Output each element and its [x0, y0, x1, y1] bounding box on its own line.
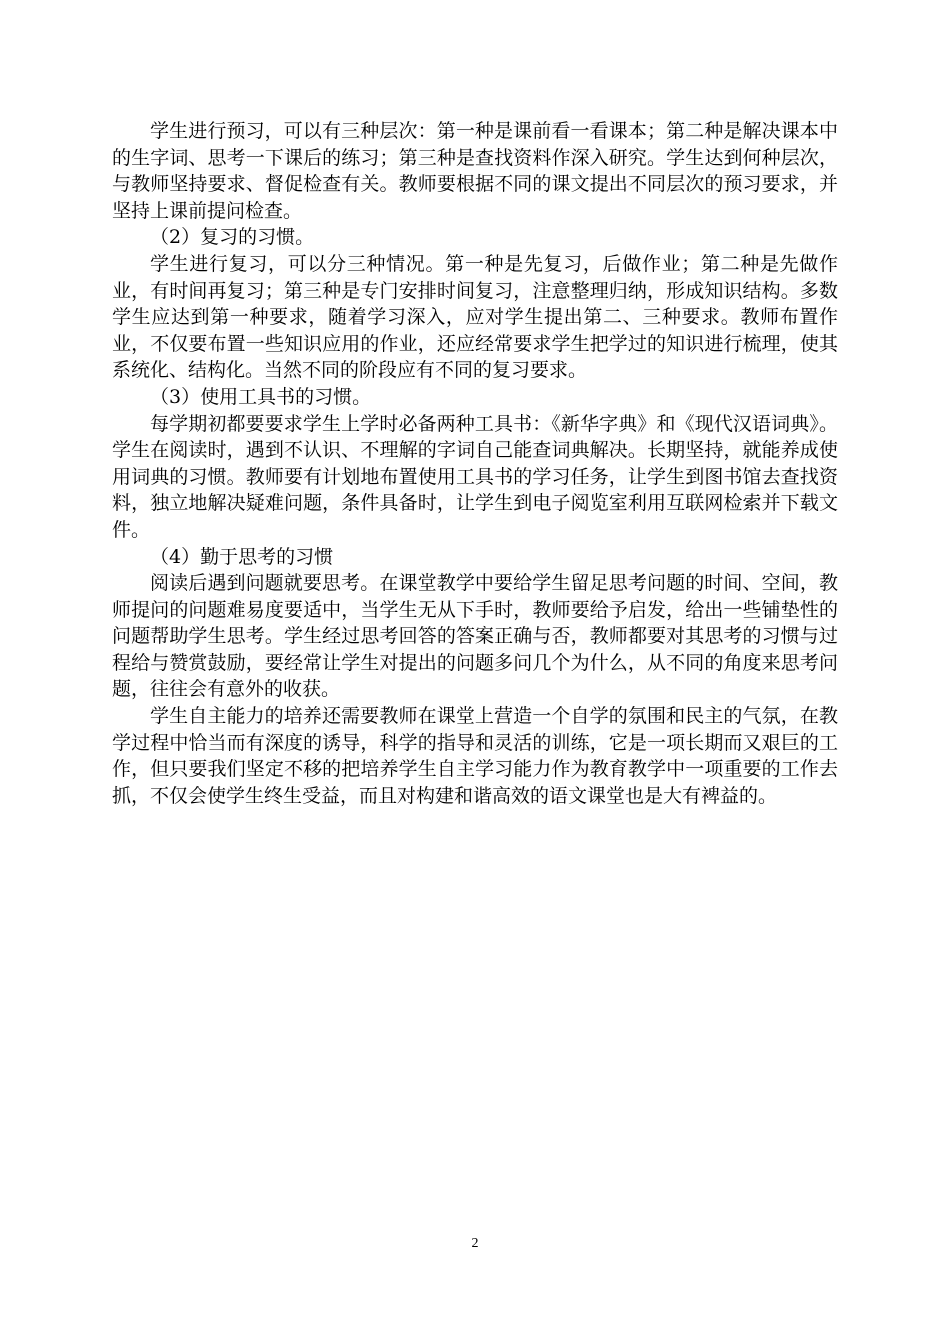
- paragraph-thinking: 阅读后遇到问题就要思考。在课堂教学中要给学生留足思考问题的时间、空间，教师提问的问题难易度要适中，当学生无从下手时，教师要给予启发，给出一些铺垫性的问题帮助学生思考。学生经过思考回答的答案正确与否，教师都要对其思考的习惯与过程给与赞赏鼓励，要经常让学生对提出的问题多问几个为什么，从不同的角度来思考问题，往往会有意外的收获。: [112, 572, 838, 701]
- paragraph-reference-books: 每学期初都要要求学生上学时必备两种工具书：《新华字典》和《现代汉语词典》。学生在阅读时，遇到不认识、不理解的字词自己能查词典解决。长期坚持，就能养成使用词典的习惯。教师要有计划地布置使用工具书的学习任务，让学生到图书馆去查找资料，独立地解决疑难问题，条件具备时，让学生到电子阅览室利用互联网检索并下载文件。: [112, 412, 838, 541]
- paragraph-preview: 学生进行预习，可以有三种层次：第一种是课前看一看课本；第二种是解决课本中的生字词、思考一下课后的练习；第三种是查找资料作深入研究。学生达到何种层次，与教师坚持要求、督促检查有关。教师要根据不同的课文提出不同层次的预习要求，并坚持上课前提问检查。: [112, 120, 838, 222]
- heading-review-habit: （2）复习的习惯。: [150, 226, 315, 249]
- page-number: 2: [471, 1236, 479, 1251]
- document-body: [112, 118, 838, 809]
- paragraph-conclusion: 学生自主能力的培养还需要教师在课堂上营造一个自学的氛围和民主的气氛，在教学过程中恰当而有深度的诱导，科学的指导和灵活的训练，它是一项长期而又艰巨的工作，但只要我们坚定不移的把培养学生自主学习能力作为教育教学中一项重要的工作去抓，不仅会使学生终生受益，而且对构建和谐高效的语文课堂也是大有裨益的。: [112, 705, 838, 807]
- heading-reference-book-habit: （3）使用工具书的习惯。: [150, 385, 372, 408]
- paragraph-review: 学生进行复习，可以分三种情况。第一种是先复习，后做作业；第二种是先做作业，有时间再复习；第三种是专门安排时间复习，注意整理归纳，形成知识结构。多数学生应达到第一种要求，随着学习深入，应对学生提出第二、三种要求。教师布置作业，不仅要布置一些知识应用的作业，还应经常要求学生把学过的知识进行梳理，使其系统化、结构化。当然不同的阶段应有不同的复习要求。: [112, 252, 838, 382]
- heading-thinking-habit: （4）勤于思考的习惯: [150, 545, 334, 568]
